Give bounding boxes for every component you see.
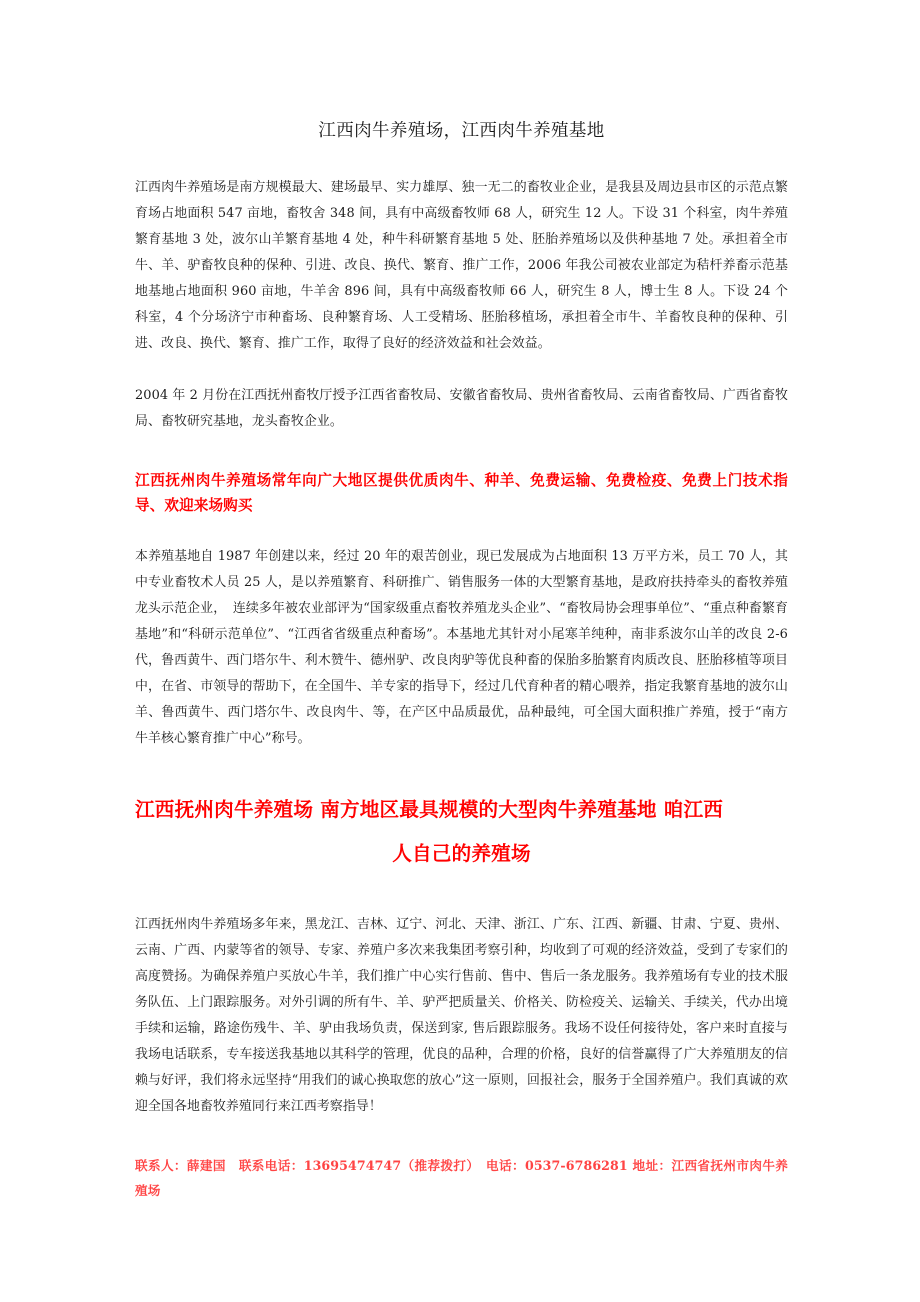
spacer [135,357,788,383]
page-title: 江西肉牛养殖场，江西肉牛养殖基地 [318,121,605,141]
spacer [135,518,788,544]
heading-banner-line-2: 人自己的养殖场 [392,842,531,866]
spacer [135,144,788,175]
contact-info: 联系人：薛建国 联系电话：13695474747（推荐拨打） 电话：0537-6786281 地址：江西省抚州市肉牛养殖场 [135,1158,788,1199]
spacer [135,752,788,788]
heading-supply-notice: 江西抚州肉牛养殖场常年向广大地区提供优质肉牛、种羊、免费运输、免费检疫、免费上门技术指导、欢迎来场购买 [135,472,788,515]
spacer [135,876,788,912]
spacer [135,435,788,468]
paragraph-intro: 江西肉牛养殖场是南方规模最大、建场最早、实力雄厚、独一无二的畜牧业企业，是我县及周边县市区的示范点繁育场占地面积 547 亩地，畜牧舍 348 间，具有中高级畜牧师 68 人，研究生 12 人。下设 31 个科室，肉牛养殖繁育基地 3 处，波尔山羊繁育基地 4 处，种牛科研繁育基地 5 处、胚胎养殖场以及供种基地 7 处。承担着全市牛、羊、驴畜牧良种的保种、引进、改良、换代、繁育、推广工作，2006 年我公司被农业部定为秸杆养畜示范基地基地占地面积 960 亩地，牛羊舍 896 间，具有中高级畜牧师 66 人，研究生 8 人，博士生 8 人。下设 24 个科室，4 个分场济宁市种畜场、良种繁育场、人工受精场、胚胎移植场，承担着全市牛、羊畜牧良种的保种、引进、改良、换代、繁育、推广工作，取得了良好的经济效益和社会效益。 [135,180,788,352]
document-content-column [135,0,788,1203]
spacer [135,1120,788,1153]
heading-banner-line-1: 江西抚州肉牛养殖场 南方地区最具规模的大型肉牛养殖基地 咱江西 [135,798,724,822]
paragraph-history: 本养殖基地自 1987 年创建以来，经过 20 年的艰苦创业，现已发展成为占地面积 13 万平方米，员工 70 人，其中专业畜牧术人员 25 人，是以养殖繁育、科研推广、销售服务一体的大型繁育基地，是政府扶持牵头的畜牧养殖龙头示范企业， 连续多年被农业部评为“国家级重点畜牧养殖龙头企业”、“畜牧局协会理事单位”、“重点种畜繁育基地”和“科研示范单位”、“江西省省级重点种畜场”。本基地尤其针对小尾寒羊纯种，南非系波尔山羊的改良 2-6 代，鲁西黄牛、西门塔尔牛、利木赞牛、德州驴、改良肉驴等优良种畜的保胎多胎繁育肉质改良、胚胎移植等项目中，在省、市领导的帮助下，在全国牛、羊专家的指导下，经过几代育种者的精心喂养，指定我繁育基地的波尔山羊、鲁西黄牛、西门塔尔牛、改良肉牛、等，在产区中品质最优，品种最纯，可全国大面积推广养殖，授于“南方牛羊核心繁育推广中心”称号。 [135,549,788,747]
paragraph-award: 2004 年 2 月份在江西抚州畜牧厅授予江西省畜牧局、安徽省畜牧局、贵州省畜牧局、云南省畜牧局、广西省畜牧局、畜牧研究基地，龙头畜牧企业。 [135,388,788,430]
heading-banner [135,788,788,876]
paragraph-services: 江西抚州肉牛养殖场多年来，黑龙江、吉林、辽宁、河北、天津、浙江、广东、江西、新疆、甘肃、宁夏、贵州、云南、广西、内蒙等省的领导、专家、养殖户多次来我集团考察引种，均收到了可观的经济效益，受到了专家们的高度赞扬。为确保养殖户买放心牛羊，我们推广中心实行售前、售中、售后一条龙服务。我养殖场有专业的技术服务队伍、上门跟踪服务。对外引调的所有牛、羊、驴严把质量关、价格关、防检疫关、运输关、手续关，代办出境手续和运输，路途伤残牛、羊、驴由我场负责，保送到家, 售后跟踪服务。我场不设任何接待处，客户来时直接与我场电话联系，专车接送我基地以其科学的管理，优良的品种，合理的价格，良好的信誉赢得了广大养殖朋友的信赖与好评，我们将永远坚持“用我们的诚心换取您的放心”这一原则，回报社会，服务于全国养殖户。我们真诚的欢迎全国各地畜牧养殖同行来江西考察指导！ [135,917,788,1115]
